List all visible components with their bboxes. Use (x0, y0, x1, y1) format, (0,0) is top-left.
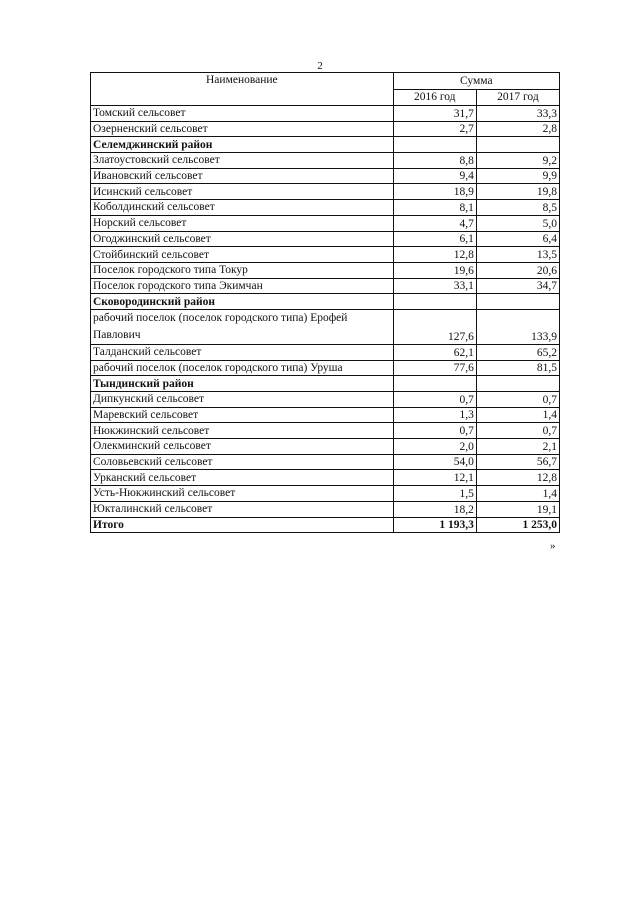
budget-table (90, 72, 560, 533)
table-row (91, 278, 560, 294)
value-2017: 2,1 (476, 439, 559, 455)
settlement-name: Поселок городского типа Экимчан (91, 278, 394, 294)
table-row (91, 423, 560, 439)
value-2016: 8,8 (393, 153, 476, 169)
table-row (91, 168, 560, 184)
value-2017: 81,5 (476, 360, 559, 376)
value-2017: 19,1 (476, 501, 559, 517)
value-2016: 4,7 (393, 215, 476, 231)
district-name: Тындинский район (91, 376, 394, 392)
settlement-name: Исинский сельсовет (91, 184, 394, 200)
value-2017: 2,8 (476, 121, 559, 137)
table-row (91, 392, 560, 408)
settlement-name: Поселок городского типа Токур (91, 262, 394, 278)
settlement-name: Урканский сельсовет (91, 470, 394, 486)
table-row (91, 360, 560, 376)
value-2016: 2,7 (393, 121, 476, 137)
value-2017: 13,5 (476, 247, 559, 263)
settlement-name: Норский сельсовет (91, 215, 394, 231)
total-row (91, 517, 560, 533)
total-label: Итого (91, 517, 394, 533)
header-name: Наименование (91, 73, 394, 106)
value-2016: 8,1 (393, 200, 476, 216)
value-2017: 8,5 (476, 200, 559, 216)
header-year-2016: 2016 год (393, 89, 476, 106)
value-2017 (476, 137, 559, 153)
value-2016: 62,1 (393, 344, 476, 360)
value-2016: 18,2 (393, 501, 476, 517)
value-2016: 19,6 (393, 262, 476, 278)
value-2016: 0,7 (393, 392, 476, 408)
value-2016: 127,6 (393, 309, 476, 344)
settlement-name: Стойбинский сельсовет (91, 247, 394, 263)
value-2016: 31,7 (393, 106, 476, 122)
table-row (91, 486, 560, 502)
table-body (91, 106, 560, 533)
value-2017 (476, 294, 559, 310)
value-2016: 1,5 (393, 486, 476, 502)
settlement-name: Маревский сельсовет (91, 407, 394, 423)
settlement-name: Озерненский сельсовет (91, 121, 394, 137)
value-2016: 18,9 (393, 184, 476, 200)
value-2017: 9,9 (476, 168, 559, 184)
settlement-name: Томский сельсовет (91, 106, 394, 122)
value-2016 (393, 294, 476, 310)
value-2017: 19,8 (476, 184, 559, 200)
header-sum: Сумма (393, 73, 559, 90)
value-2017: 20,6 (476, 262, 559, 278)
settlement-name: Ивановский сельсовет (91, 168, 394, 184)
value-2016: 1,3 (393, 407, 476, 423)
table-row (91, 439, 560, 455)
settlement-name: Олекминский сельсовет (91, 439, 394, 455)
table-row (91, 153, 560, 169)
settlement-name: Дипкунский сельсовет (91, 392, 394, 408)
value-2017: 33,3 (476, 106, 559, 122)
value-2017: 5,0 (476, 215, 559, 231)
table-row (91, 262, 560, 278)
table-row (91, 247, 560, 263)
section-row (91, 294, 560, 310)
value-2016: 12,8 (393, 247, 476, 263)
header-year-2017: 2017 год (476, 89, 559, 106)
table-row (91, 184, 560, 200)
settlement-name: рабочий поселок (поселок городского типа) Уруша (91, 360, 394, 376)
section-row (91, 137, 560, 153)
value-2016 (393, 137, 476, 153)
value-2016: 54,0 (393, 454, 476, 470)
value-2017: 56,7 (476, 454, 559, 470)
value-2016: 0,7 (393, 423, 476, 439)
value-2017: 34,7 (476, 278, 559, 294)
section-row (91, 376, 560, 392)
table-row (91, 344, 560, 360)
settlement-name: Нюкжинский сельсовет (91, 423, 394, 439)
settlement-name: Талданский сельсовет (91, 344, 394, 360)
value-2017: 12,8 (476, 470, 559, 486)
value-2017: 133,9 (476, 309, 559, 344)
settlement-name: Огоджинский сельсовет (91, 231, 394, 247)
value-2016: 9,4 (393, 168, 476, 184)
value-2017: 9,2 (476, 153, 559, 169)
value-2017: 1 253,0 (476, 517, 559, 533)
settlement-name: Златоустовский сельсовет (91, 153, 394, 169)
settlement-name: рабочий поселок (поселок городского типа) Ерофей Павлович (91, 309, 394, 344)
value-2016 (393, 376, 476, 392)
settlement-name: Усть-Нюкжинский сельсовет (91, 486, 394, 502)
table-row (91, 215, 560, 231)
value-2017: 1,4 (476, 486, 559, 502)
value-2017: 65,2 (476, 344, 559, 360)
value-2017: 0,7 (476, 423, 559, 439)
value-2016: 12,1 (393, 470, 476, 486)
table-row (91, 407, 560, 423)
table-row (91, 231, 560, 247)
value-2017: 1,4 (476, 407, 559, 423)
table-row (91, 470, 560, 486)
value-2016: 6,1 (393, 231, 476, 247)
value-2016: 77,6 (393, 360, 476, 376)
table-row (91, 454, 560, 470)
value-2017: 6,4 (476, 231, 559, 247)
page-number: 2 (317, 60, 323, 72)
table-row (91, 121, 560, 137)
closing-quote: » (550, 540, 556, 552)
value-2016: 33,1 (393, 278, 476, 294)
district-name: Селемджинский район (91, 137, 394, 153)
value-2016: 1 193,3 (393, 517, 476, 533)
table-row (91, 106, 560, 122)
settlement-name: Соловьевский сельсовет (91, 454, 394, 470)
value-2016: 2,0 (393, 439, 476, 455)
table-row (91, 309, 560, 344)
district-name: Сковородинский район (91, 294, 394, 310)
table-row (91, 501, 560, 517)
table-row (91, 200, 560, 216)
value-2017: 0,7 (476, 392, 559, 408)
settlement-name: Юкталинский сельсовет (91, 501, 394, 517)
value-2017 (476, 376, 559, 392)
settlement-name: Коболдинский сельсовет (91, 200, 394, 216)
